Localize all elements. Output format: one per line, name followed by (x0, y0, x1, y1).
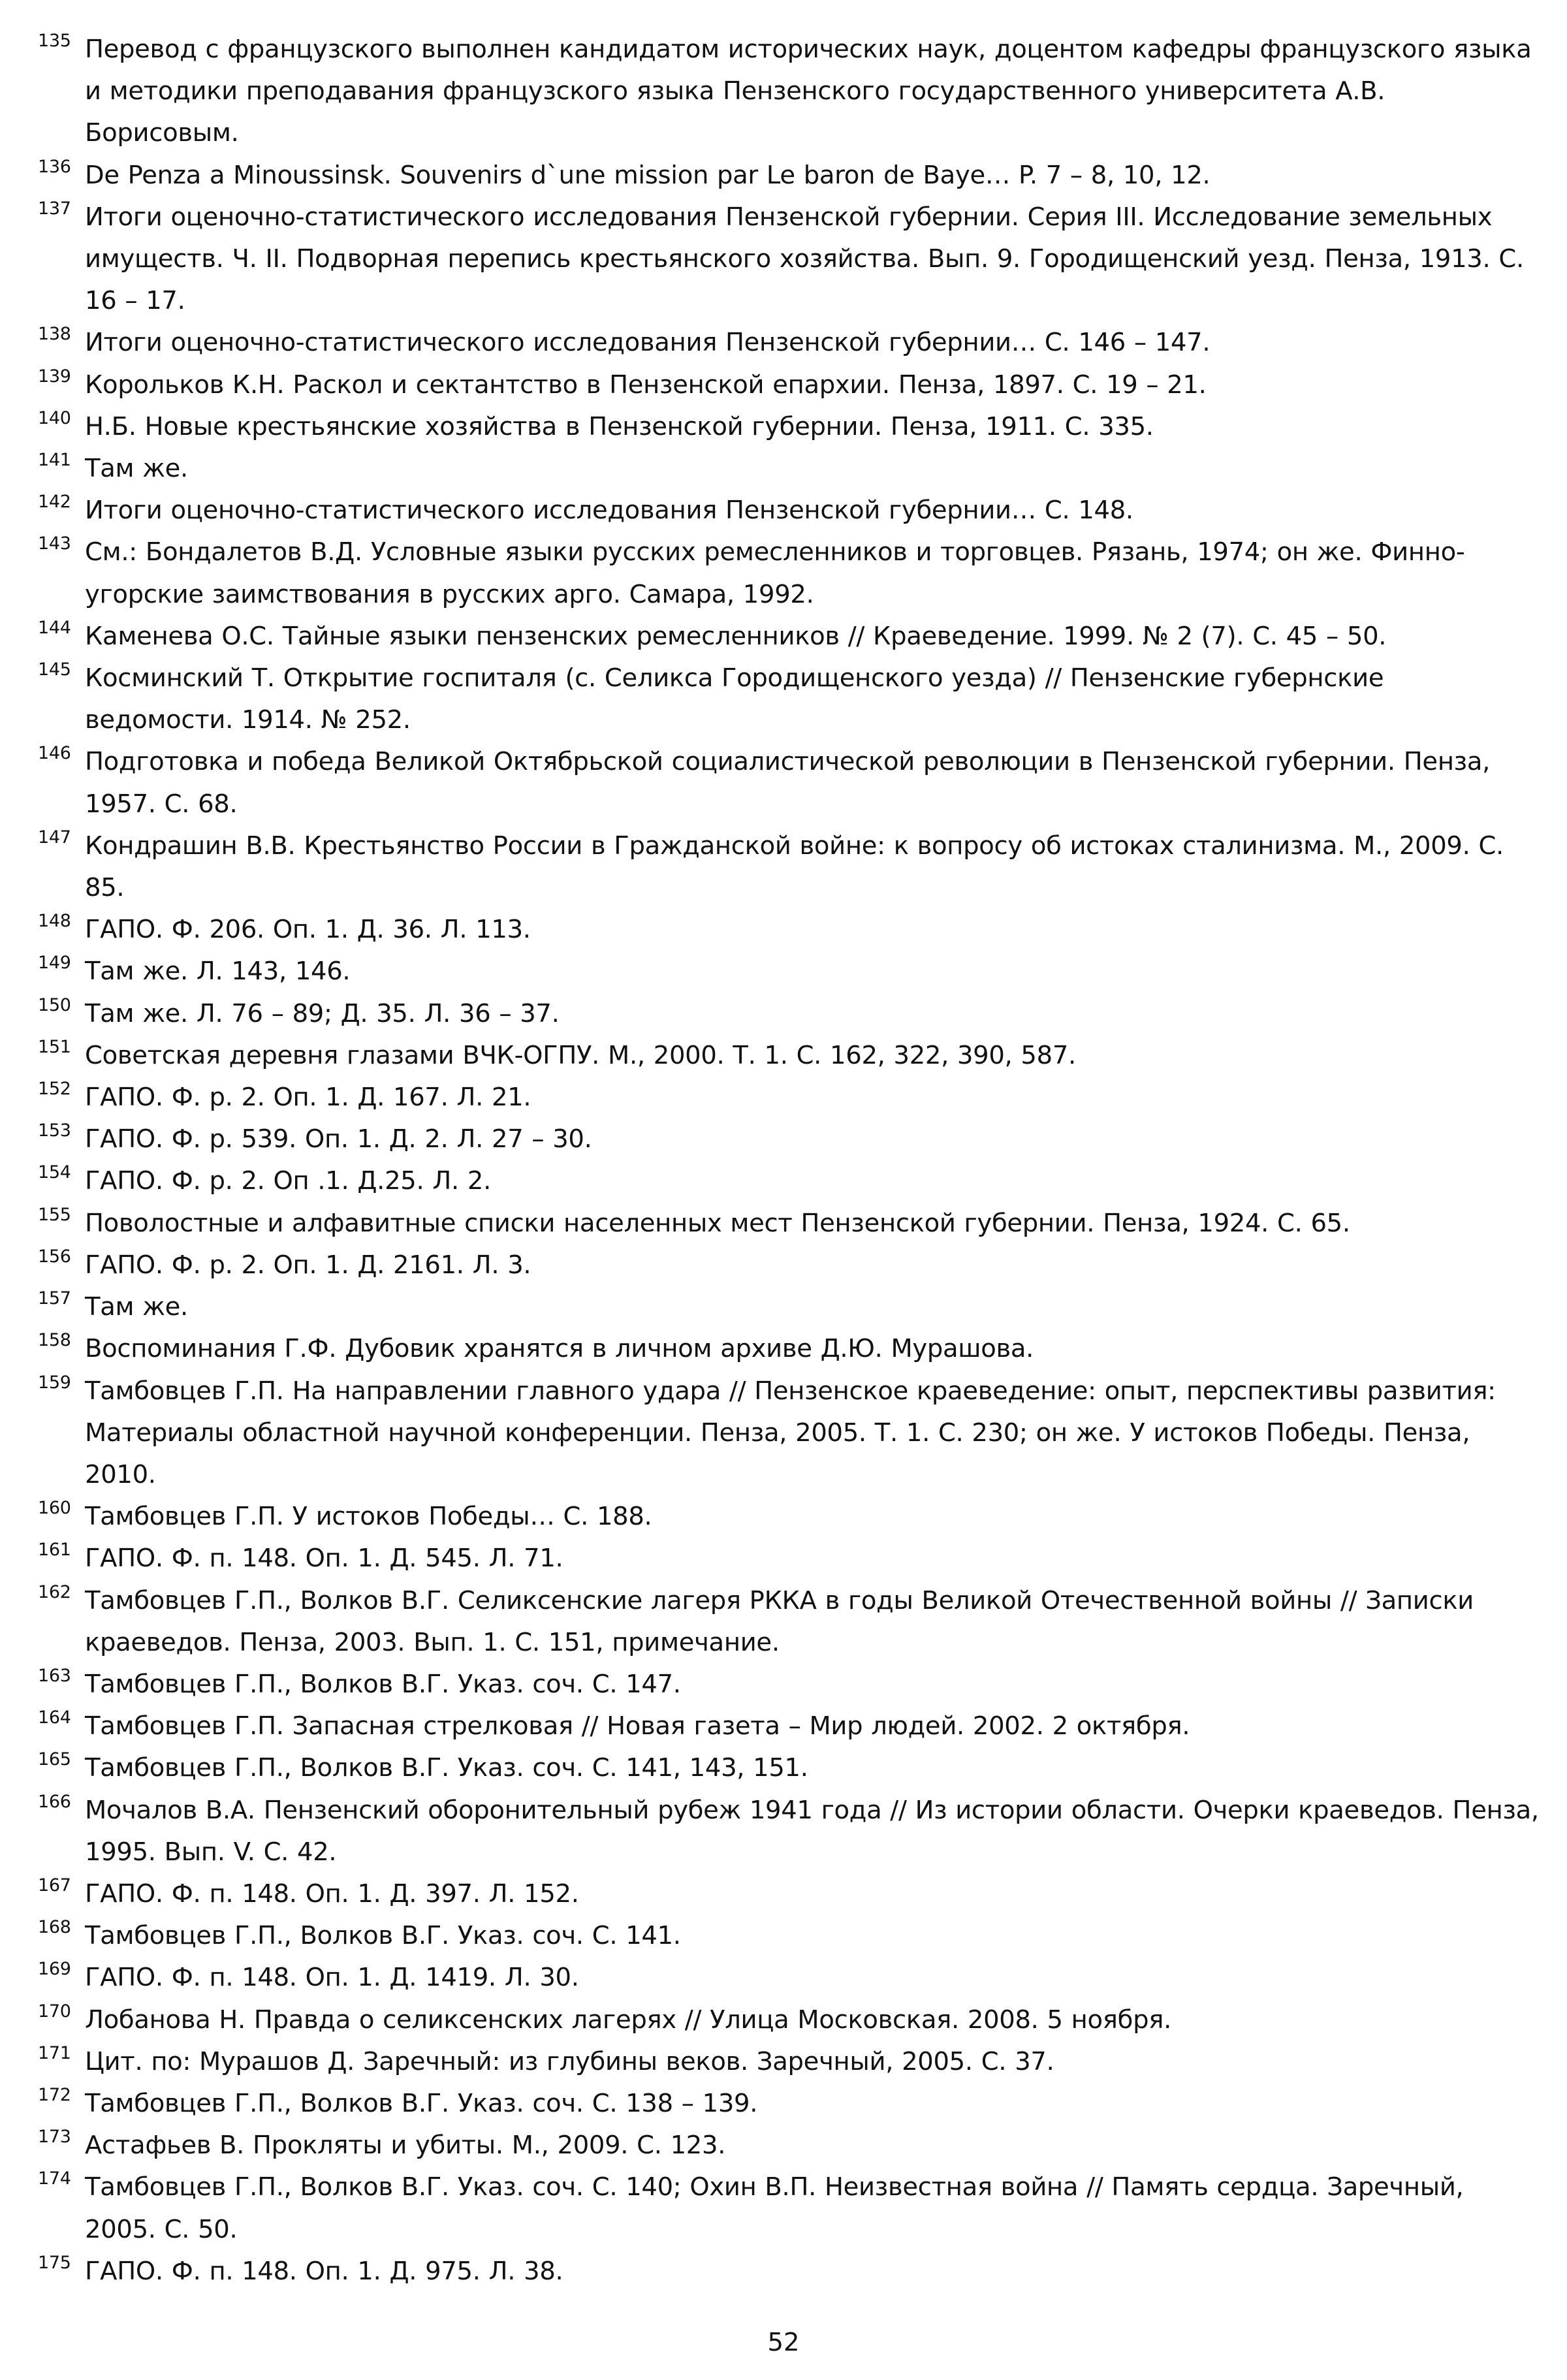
footnote-item (38, 1706, 1540, 1747)
footnote-item (38, 741, 1540, 825)
footnote-text: Тамбовцев Г.П., Волков В.Г. Указ. соч. С. 141, 143, 151. (85, 1753, 808, 1783)
footnote-text: Воспоминания Г.Ф. Дубовик хранятся в личном архиве Д.Ю. Мурашова. (85, 1334, 1034, 1364)
footnote-number: 174 (38, 2168, 71, 2189)
footnote-item (38, 155, 1540, 197)
footnote-text: De Penza a Minoussinsk. Souvenirs d`une mission par Le baron de Baye… P. 7 – 8, 10, 12. (85, 160, 1211, 190)
footnote-number: 153 (38, 1120, 71, 1141)
footnote-text: Поволостные и алфавитные списки населенных мест Пензенской губернии. Пенза, 1924. С. 65. (85, 1208, 1350, 1238)
footnote-item (38, 909, 1540, 951)
footnote-text: Тамбовцев Г.П., Волков В.Г. Указ. соч. С. 141. (85, 1921, 681, 1951)
footnote-text: ГАПО. Ф. п. 148. Оп. 1. Д. 397. Л. 152. (85, 1879, 579, 1909)
footnote-number: 160 (38, 1498, 71, 1519)
footnote-item (38, 1790, 1540, 1873)
footnote-item (38, 2041, 1540, 2083)
footnote-number: 169 (38, 1959, 71, 1980)
footnote-number: 136 (38, 156, 71, 177)
footnote-text: Итоги оценочно-статистического исследования Пензенской губернии. Серия III. Исследование земельных имуществ. Ч. II. Подворная перепись крестьянского хозяйства. Вып. 9. Городищенский уезд. Пенза, 1913. С. 16 – 17. (85, 202, 1524, 316)
footnote-number: 168 (38, 1917, 71, 1938)
footnote-text: Астафьев В. Прокляты и убиты. М., 2009. С. 123. (85, 2131, 726, 2161)
footnote-item (38, 2125, 1540, 2166)
footnote-text: Лобанова Н. Правда о селиксенских лагерях // Улица Московская. 2008. 5 ноября. (85, 2005, 1172, 2035)
footnote-number: 135 (38, 31, 71, 51)
footnote-text: Перевод с французского выполнен кандидатом исторических наук, доцентом кафедры французского языка и методики преподавания французского языка Пензенского государственного университета А.В. Борисовым. (85, 35, 1532, 148)
footnote-text: Там же. Л. 143, 146. (85, 957, 351, 987)
footnote-text: Цит. по: Мурашов Д. Заречный: из глубины веков. Заречный, 2005. С. 37. (85, 2046, 1054, 2076)
footnote-number: 138 (38, 324, 71, 345)
footnote-number: 166 (38, 1791, 71, 1812)
footnote-number: 164 (38, 1707, 71, 1728)
footnote-text: Косминский Т. Открытие госпиталя (с. Селикса Городищенского уезда) // Пензенские губернские ведомости. 1914. № 252. (85, 663, 1384, 735)
footnote-text: Кондрашин В.В. Крестьянство России в Гражданской войне: к вопросу об истоках сталинизма. М., 2009. С. 85. (85, 831, 1504, 903)
footnote-number: 170 (38, 2001, 71, 2022)
footnote-text: ГАПО. Ф. р. 2. Оп. 1. Д. 2161. Л. 3. (85, 1250, 531, 1280)
footnote-text: Тамбовцев Г.П., Волков В.Г. Указ. соч. С. 140; Охин В.П. Неизвестная война // Память сердца. Заречный, 2005. С. 50. (85, 2172, 1464, 2244)
footnote-item (38, 1286, 1540, 1328)
footnote-text: Тамбовцев Г.П. Запасная стрелковая // Новая газета – Мир людей. 2002. 2 октября. (85, 1711, 1190, 1741)
footnote-item (38, 951, 1540, 992)
footnote-number: 157 (38, 1288, 71, 1309)
footnote-item (38, 1203, 1540, 1245)
footnote-text: Тамбовцев Г.П., Волков В.Г. Указ. соч. С. 138 – 139. (85, 2088, 758, 2118)
footnote-number: 154 (38, 1162, 71, 1183)
footnote-item (38, 1119, 1540, 1160)
footnote-number: 139 (38, 366, 71, 387)
footnote-number: 159 (38, 1372, 71, 1393)
footnote-number: 172 (38, 2084, 71, 2105)
footnote-text: См.: Бондалетов В.Д. Условные языки русских ремесленников и торговцев. Рязань, 1974; он же. Финно-угорские заимствования в русских арго. Самара, 1992. (85, 537, 1465, 609)
footnote-item (38, 2083, 1540, 2125)
footnote-item (38, 1035, 1540, 1077)
footnote-number: 143 (38, 533, 71, 554)
footnote-item (38, 1999, 1540, 2041)
footnote-number: 141 (38, 450, 71, 471)
footnote-item (38, 1328, 1540, 1370)
footnote-item (38, 1371, 1540, 1497)
footnote-number: 175 (38, 2252, 71, 2273)
footnote-item (38, 2166, 1540, 2250)
footnote-item (38, 1664, 1540, 1706)
footnote-item (38, 658, 1540, 741)
footnote-text: Каменева О.С. Тайные языки пензенских ремесленников // Краеведение. 1999. № 2 (7). С. 45 – 50. (85, 621, 1387, 651)
footnote-text: Итоги оценочно-статистического исследования Пензенской губернии… С. 148. (85, 496, 1133, 526)
footnote-item (38, 1747, 1540, 1789)
footnote-text: Там же. (85, 1292, 188, 1322)
footnote-item (38, 2251, 1540, 2293)
footnote-text: ГАПО. Ф. п. 148. Оп. 1. Д. 975. Л. 38. (85, 2256, 563, 2286)
footnote-text: Итоги оценочно-статистического исследования Пензенской губернии… С. 146 – 147. (85, 328, 1211, 358)
footnote-number: 156 (38, 1246, 71, 1267)
footnote-text: ГАПО. Ф. 206. Оп. 1. Д. 36. Л. 113. (85, 915, 531, 945)
footnote-text: Н.Б. Новые крестьянские хозяйства в Пензенской губернии. Пенза, 1911. С. 335. (85, 411, 1154, 441)
footnote-number: 173 (38, 2127, 71, 2148)
footnote-item (38, 364, 1540, 406)
footnote-item (38, 1538, 1540, 1579)
footnote-text: ГАПО. Ф. п. 148. Оп. 1. Д. 545. Л. 71. (85, 1544, 563, 1574)
footnote-number: 149 (38, 953, 71, 974)
footnote-number: 150 (38, 994, 71, 1015)
footnote-item (38, 532, 1540, 615)
footnote-item (38, 406, 1540, 448)
footnote-text: ГАПО. Ф. п. 148. Оп. 1. Д. 1419. Л. 30. (85, 1963, 579, 1993)
footnote-item (38, 1580, 1540, 1664)
footnote-number: 167 (38, 1875, 71, 1896)
footnote-text: ГАПО. Ф. р. 2. Оп. 1. Д. 167. Л. 21. (85, 1083, 531, 1113)
footnote-item (38, 1915, 1540, 1957)
footnote-item (38, 993, 1540, 1035)
footnote-number: 161 (38, 1540, 71, 1561)
footnote-text: Советская деревня глазами ВЧК-ОГПУ. М., 2000. Т. 1. С. 162, 322, 390, 587. (85, 1040, 1076, 1070)
footnote-number: 158 (38, 1330, 71, 1351)
footnote-number: 151 (38, 1036, 71, 1057)
footnote-item (38, 448, 1540, 490)
footnote-item (38, 1245, 1540, 1286)
footnote-item (38, 825, 1540, 909)
footnote-item (38, 616, 1540, 658)
footnote-text: ГАПО. Ф. р. 2. Оп .1. Д.25. Л. 2. (85, 1166, 492, 1196)
footnote-number: 148 (38, 911, 71, 932)
footnote-item (38, 197, 1540, 323)
footnote-number: 163 (38, 1665, 71, 1686)
footnote-number: 142 (38, 492, 71, 513)
footnote-item (38, 322, 1540, 364)
footnote-number: 162 (38, 1581, 71, 1602)
footnote-text: Тамбовцев Г.П., Волков В.Г. Указ. соч. С. 147. (85, 1669, 681, 1699)
footnote-item (38, 29, 1540, 155)
footnote-text: ГАПО. Ф. р. 539. Оп. 1. Д. 2. Л. 27 – 30. (85, 1124, 592, 1154)
footnote-list (38, 29, 1540, 2293)
footnote-item (38, 1160, 1540, 1202)
footnote-text: Мочалов В.А. Пензенский оборонительный рубеж 1941 года // Из истории области. Очерки краеведов. Пенза, 1995. Вып. V. С. 42. (85, 1795, 1539, 1867)
footnote-text: Тамбовцев Г.П. У истоков Победы… С. 188. (85, 1502, 652, 1532)
footnote-number: 140 (38, 407, 71, 428)
footnote-item (38, 490, 1540, 532)
footnote-item (38, 1077, 1540, 1119)
footnote-text: Там же. (85, 454, 188, 484)
footnote-number: 152 (38, 1079, 71, 1100)
footnote-item (38, 1496, 1540, 1538)
footnote-number: 137 (38, 198, 71, 219)
footnote-text: Тамбовцев Г.П., Волков В.Г. Селиксенские лагеря РККА в годы Великой Отечественной войны // Записки краеведов. Пенза, 2003. Вып. 1. С. 151, примечание. (85, 1585, 1474, 1657)
footnote-number: 146 (38, 743, 71, 764)
footnote-number: 147 (38, 827, 71, 848)
footnote-item (38, 1957, 1540, 1999)
footnote-item (38, 1873, 1540, 1915)
footnote-text: Тамбовцев Г.П. На направлении главного удара // Пензенское краеведение: опыт, перспективы развития: Материалы областной научной конференции. Пенза, 2005. Т. 1. С. 230; он же. У истоков Победы. Пенза, 2010. (85, 1376, 1496, 1489)
footnote-number: 145 (38, 659, 71, 680)
footnote-number: 165 (38, 1749, 71, 1770)
page-number: 52 (767, 2328, 800, 2357)
footnote-number: 144 (38, 617, 71, 638)
footnote-text: Корольков К.Н. Раскол и сектантство в Пензенской епархии. Пенза, 1897. С. 19 – 21. (85, 370, 1207, 400)
footnote-text: Там же. Л. 76 – 89; Д. 35. Л. 36 – 37. (85, 998, 560, 1028)
footnote-number: 171 (38, 2042, 71, 2063)
footnote-text: Подготовка и победа Великой Октябрьской социалистической революции в Пензенской губернии. Пенза, 1957. С. 68. (85, 747, 1491, 819)
footnote-number: 155 (38, 1204, 71, 1225)
